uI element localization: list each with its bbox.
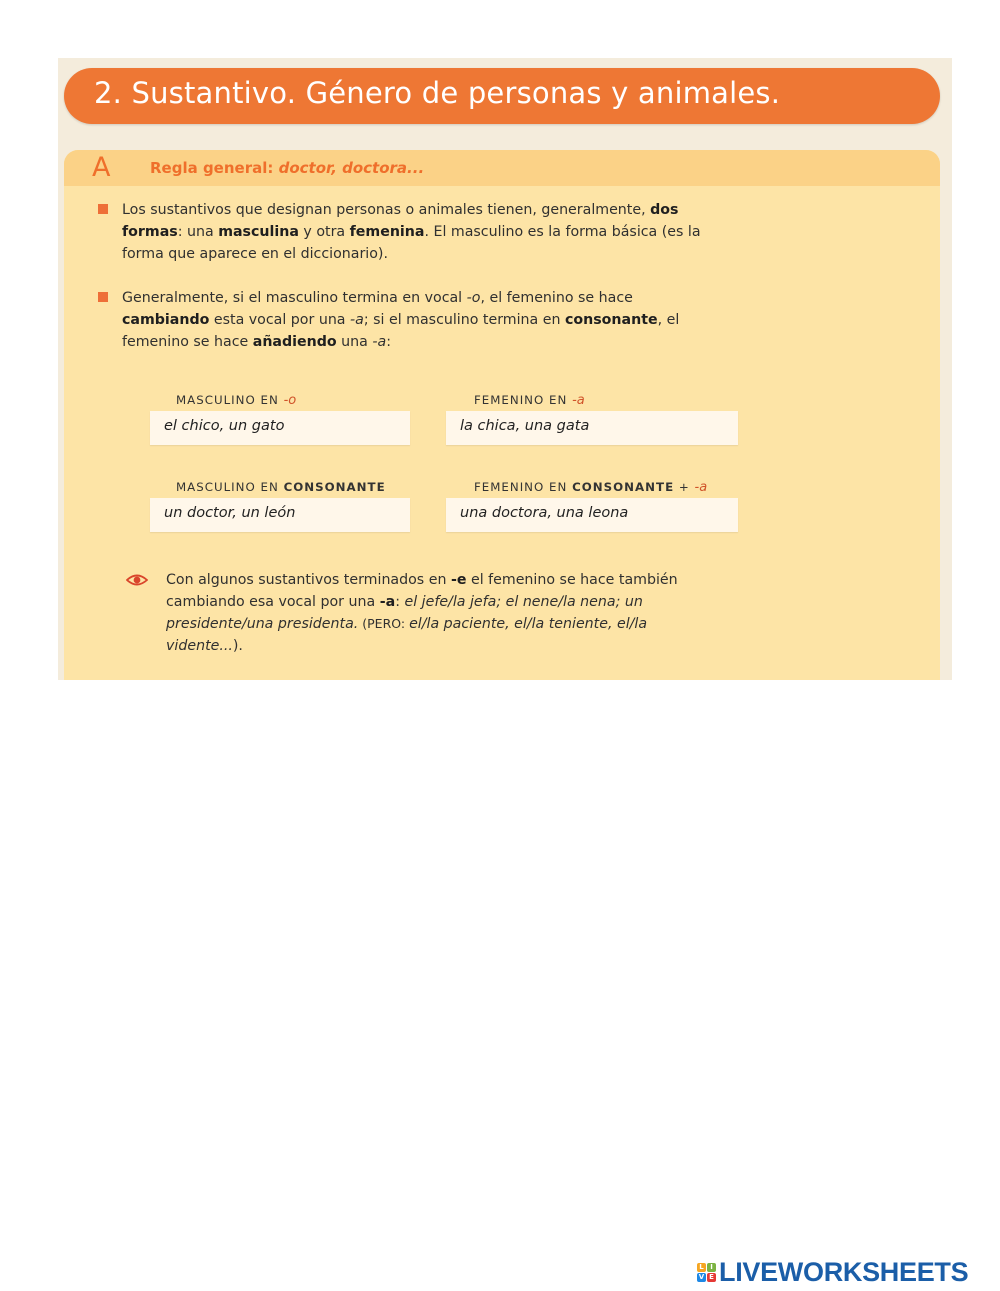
rule-paragraph-1: Los sustantivos que designan personas o animales tienen, generalmente, dos formas: una masculina y otra femenina. El masculino es la forma básica (es la forma que aparece en el diccionario). [122, 202, 701, 262]
bullet-square-icon [98, 292, 108, 302]
example-feminine-a: la chica, una gata [460, 418, 590, 434]
label-feminine-a: FEMENINO EN -a [474, 393, 585, 408]
example-masculine-o: el chico, un gato [164, 418, 285, 434]
logo-letter-v: V [698, 1272, 705, 1281]
chapter-header [64, 68, 940, 124]
note-paragraph: Con algunos sustantivos terminados en -e el femenino se hace también cambiando esa vocal por una -a: el jefe/la jefa; el nene/la nena; un presidente/una presidenta. (PERO: el/la paciente, el/la teniente, el/la vidente...). [166, 572, 678, 654]
example-feminine-consonant: una doctora, una leona [460, 505, 629, 521]
rule-paragraph-2: Generalmente, si el masculino termina en vocal -o, el femenino se hace cambiando esta vocal por una -a; si el masculino termina en consonante, el femenino se hace añadiendo una -a: [122, 290, 680, 350]
example-box-masculine-consonant [150, 498, 410, 532]
eye-icon [126, 573, 148, 587]
bullet-square-icon [98, 204, 108, 214]
logo-letter-l: L [697, 1263, 706, 1272]
logo-text: LIVEWORKSHEETS [719, 1256, 969, 1287]
liveworksheets-logo[interactable] [697, 1258, 968, 1286]
example-box-feminine-consonant [446, 498, 738, 532]
label-masculine-o: MASCULINO EN -o [176, 393, 297, 408]
logo-letter-e: E [707, 1273, 716, 1282]
label-feminine-consonant: FEMENINO EN CONSONANTE + -a [474, 480, 708, 495]
section-letter: A [92, 152, 111, 183]
chapter-title: 2. Sustantivo. Género de personas y animales. [94, 76, 781, 110]
section-title: Regla general: doctor, doctora... [150, 159, 425, 177]
logo-grid-icon [697, 1263, 716, 1282]
example-masculine-consonant: un doctor, un león [164, 505, 296, 521]
logo-letter-i: I [707, 1263, 716, 1272]
section-header [64, 150, 940, 186]
example-box-masculine-o [150, 411, 410, 445]
label-masculine-consonant: MASCULINO EN CONSONANTE [176, 480, 386, 494]
example-box-feminine-a [446, 411, 738, 445]
